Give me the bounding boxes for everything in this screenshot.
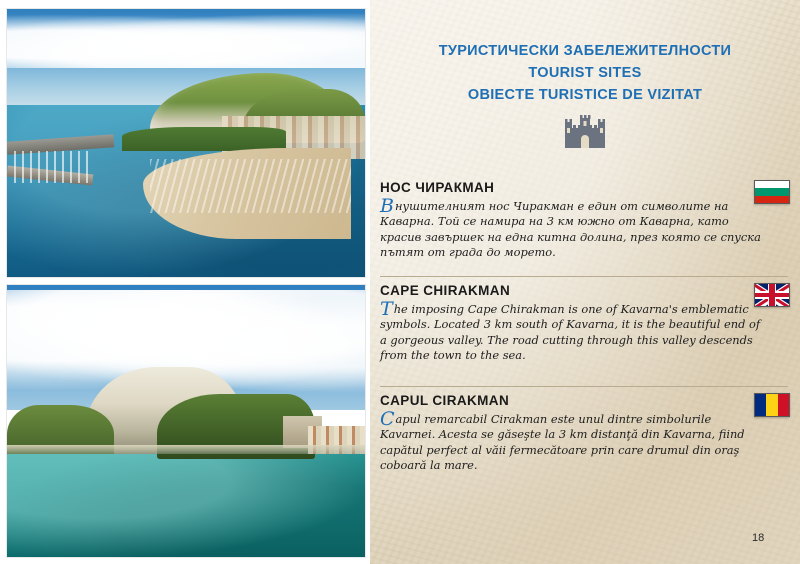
section-divider xyxy=(380,276,788,277)
page-number: 18 xyxy=(752,532,765,544)
text-column xyxy=(370,0,800,564)
green-hillside xyxy=(122,127,287,151)
shoreline xyxy=(7,445,365,453)
dropcap: T xyxy=(380,298,393,320)
sea-highlights xyxy=(7,448,365,557)
title-english: TOURIST SITES xyxy=(528,65,642,81)
dropcap: C xyxy=(380,408,395,430)
dropcap: В xyxy=(380,195,394,217)
section-divider xyxy=(380,386,788,387)
title-bulgarian: ТУРИСТИЧЕСКИ ЗАБЕЛЕЖИТЕЛНОСТИ xyxy=(438,43,732,59)
section-body xyxy=(380,298,768,364)
section-body xyxy=(380,195,768,261)
title-romanian: OBIECTE TURISTICE DE VIZITAT xyxy=(467,87,703,103)
section-body-text: apul remarcabil Cirakman este unul dintre simbolurile Kavarnei. Acesta se găseşte la 3 km distanţă din Kavarna, fiind capătul perfect al văii fermecătoare prin care drumul din oraş coboară la mare. xyxy=(380,412,745,473)
section-bulgarian xyxy=(380,180,790,261)
section-title: CAPUL CIRAKMAN xyxy=(380,393,510,408)
beach-umbrellas xyxy=(150,159,350,213)
cape-chirakman-cliff-photo xyxy=(6,284,366,558)
section-title: НОС ЧИРАКМАН xyxy=(380,180,495,195)
page-title xyxy=(370,40,800,106)
section-body-text: нушителният нос Чиракман е един от символите на Каварна. Той се намира на 3 км южно от Каварна, като красив завършек на една китна долина, през която се спуска пътят от града до морето. xyxy=(380,199,761,260)
section-body xyxy=(380,408,768,474)
clouds xyxy=(7,9,365,68)
photo-column xyxy=(0,0,370,564)
kavarna-bay-aerial-photo xyxy=(6,8,366,278)
sea-region xyxy=(7,448,365,557)
section-body-text: he imposing Cape Chirakman is one of Kavarna's emblematic symbols. Located 3 km south of Kavarna, it is the beautiful end of a gorgeous valley. The road cutting through this valley descends from the town to the sea. xyxy=(380,302,761,363)
section-title: CAPE CHIRAKMAN xyxy=(380,283,511,298)
section-english xyxy=(380,283,790,364)
moored-boats xyxy=(14,151,93,183)
castle-icon xyxy=(563,112,607,155)
section-romanian xyxy=(380,393,790,474)
